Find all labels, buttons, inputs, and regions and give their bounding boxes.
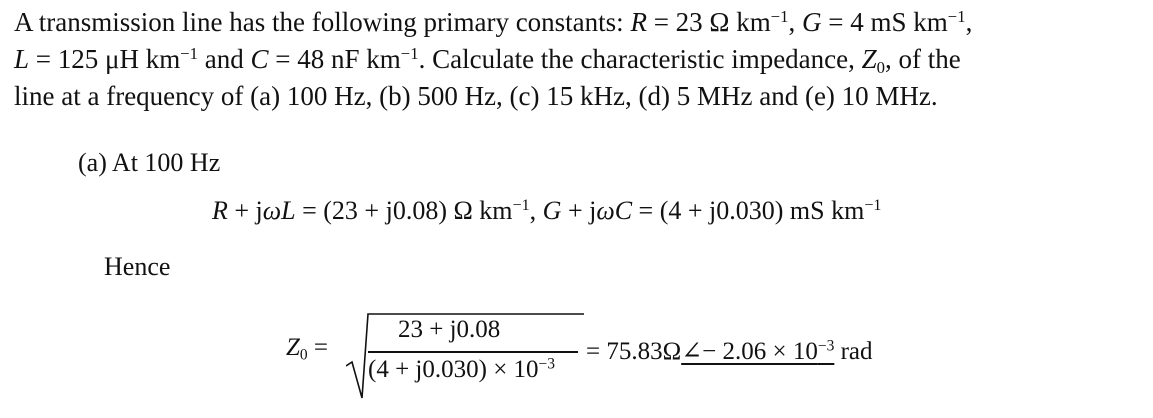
symbol-omega: ω bbox=[262, 196, 282, 225]
hence-label: Hence bbox=[104, 252, 171, 281]
separator: , bbox=[529, 196, 543, 225]
angle-value: ∠− 2.06 × 10 bbox=[681, 338, 818, 365]
problem-text: and bbox=[198, 44, 251, 74]
symbol-C: C bbox=[614, 196, 633, 225]
denominator-text: (4 + j0.030) × 10 bbox=[368, 356, 539, 383]
subscript: 0 bbox=[299, 346, 308, 364]
separator: , bbox=[965, 7, 973, 37]
part-a-heading: (a) At 100 Hz bbox=[78, 148, 221, 177]
problem-text: , of the bbox=[885, 44, 961, 74]
symbol-L: L bbox=[14, 44, 30, 74]
equals-sign: = bbox=[307, 334, 329, 361]
problem-text: . Calculate the characteristic impedance, bbox=[418, 44, 862, 74]
symbol-L: L bbox=[281, 196, 296, 225]
exponent: −1 bbox=[512, 197, 530, 215]
z0-equation bbox=[286, 306, 986, 406]
symbol-R: R bbox=[630, 7, 647, 37]
series-impedance-value: = (23 + j0.08) Ω km bbox=[295, 196, 513, 225]
exponent: −3 bbox=[538, 355, 556, 373]
problem-statement bbox=[14, 4, 1144, 115]
problem-text: A transmission line has the following primary constants: bbox=[14, 7, 631, 37]
subscript: 0 bbox=[876, 58, 886, 78]
problem-line-3: line at a frequency of (a) 100 Hz, (b) 500 Hz, (c) 15 kHz, (d) 5 MHz and (e) 10 MHz. bbox=[14, 81, 938, 111]
exponent: −1 bbox=[770, 6, 789, 26]
capacitance-value: = 48 nF km bbox=[268, 44, 401, 74]
fraction-bar bbox=[368, 351, 578, 353]
fraction-denominator bbox=[368, 356, 555, 384]
symbol-C: C bbox=[250, 44, 269, 74]
exponent: −1 bbox=[864, 197, 882, 215]
conductance-value: = 4 mS km bbox=[821, 7, 948, 37]
equation-part-a bbox=[212, 194, 881, 228]
symbol-Z: Z bbox=[861, 44, 877, 74]
z0-angle bbox=[681, 338, 834, 365]
problem-line-1 bbox=[14, 4, 1144, 41]
exponent: −1 bbox=[947, 6, 966, 26]
eq-text: + j bbox=[561, 196, 597, 225]
z0-result bbox=[586, 336, 873, 366]
symbol-omega: ω bbox=[596, 196, 615, 225]
angle-unit: rad bbox=[834, 338, 873, 365]
resistance-value: = 23 Ω km bbox=[646, 7, 771, 37]
symbol-Z: Z bbox=[286, 334, 300, 361]
z0-magnitude: = 75.83Ω bbox=[586, 338, 682, 365]
symbol-G: G bbox=[802, 7, 822, 37]
fraction-numerator: 23 + j0.08 bbox=[398, 316, 501, 343]
eq-text: + j bbox=[227, 196, 263, 225]
separator: , bbox=[788, 7, 803, 37]
exponent: −3 bbox=[817, 337, 835, 355]
symbol-R: R bbox=[212, 196, 228, 225]
exponent: −1 bbox=[180, 43, 199, 63]
symbol-G: G bbox=[542, 196, 562, 225]
shunt-admittance-value: = (4 + j0.030) mS km bbox=[632, 196, 865, 225]
exponent: −1 bbox=[400, 43, 419, 63]
inductance-value: = 125 μH km bbox=[29, 44, 181, 74]
z0-lhs bbox=[286, 334, 328, 362]
problem-line-2 bbox=[14, 41, 1144, 78]
